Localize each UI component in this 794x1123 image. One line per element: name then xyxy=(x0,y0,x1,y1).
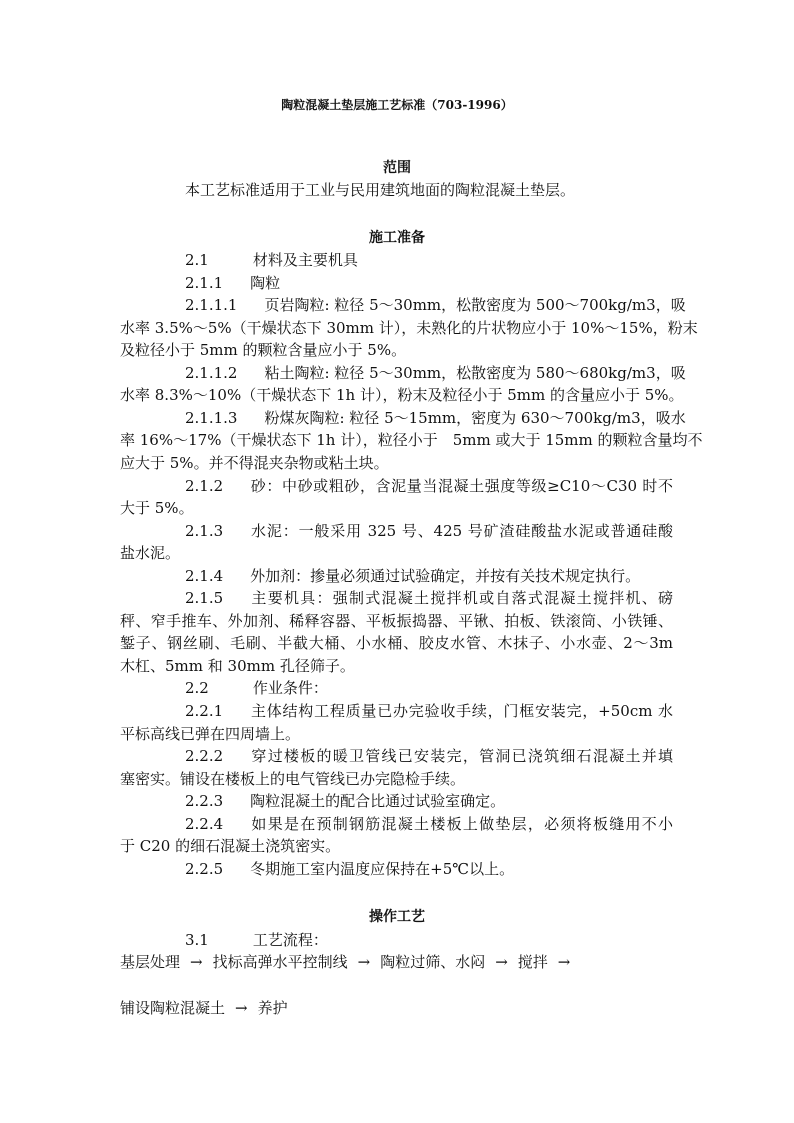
process-flow-line-1 xyxy=(120,951,673,973)
clause-text: 外加剂：掺量必须通过试验确定，并按有关技术规定执行。 xyxy=(250,566,641,585)
clause-text: 工艺流程： xyxy=(252,931,328,949)
clause-text: 作业条件： xyxy=(252,679,328,698)
clause-line xyxy=(120,384,684,406)
flow-step: 铺设陶粒混凝土 xyxy=(120,999,226,1017)
clause-text: 于 C20 的细石混凝土浇筑密实。 xyxy=(120,837,341,856)
clause-text: 主要机具：强制式混凝土搅拌机或自落式混凝土搅拌机、磅 xyxy=(250,589,673,608)
clause-text: 率 16%～17%（干燥状态下 1h 计），粒径小于 5mm 或大于 15mm 的颗粒含量均不 xyxy=(120,431,703,450)
clause-text: 陶粒 xyxy=(250,273,281,292)
clause-number: 2.1.1 xyxy=(185,273,224,292)
clause-number: 2.1.4 xyxy=(185,566,224,585)
clause-line xyxy=(120,542,673,564)
arrow-right-icon: → xyxy=(495,953,508,971)
clause-number: 2.1.1.3 xyxy=(185,408,238,427)
clause-text: 木杠、5mm 和 30mm 孔径筛子。 xyxy=(120,656,355,675)
arrow-right-icon: → xyxy=(235,999,248,1017)
clause-line xyxy=(120,339,673,361)
flow-step: 基层处理 xyxy=(120,953,181,971)
clause-text: 页岩陶粒: 粒径 5～30mm，松散密度为 500～700kg/m3，吸 xyxy=(264,296,686,315)
clause-text: 及粒径小于 5mm 的颗粒含量应小于 5%。 xyxy=(120,341,407,360)
clause-line xyxy=(185,790,673,812)
flow-step: 养护 xyxy=(257,999,288,1017)
clause-text: 盐水泥。 xyxy=(120,544,181,563)
clause-line xyxy=(120,317,698,339)
clause-text: 冬期施工室内温度应保持在+5℃以上。 xyxy=(250,859,515,878)
clause-number: 2.1.2 xyxy=(185,476,224,495)
clause-text: 材料及主要机具 xyxy=(252,251,358,269)
clause-line xyxy=(120,429,703,451)
clause-number: 2.1.1.1 xyxy=(185,296,238,315)
flow-step: 搅拌 xyxy=(517,953,548,971)
clause-text: 粉煤灰陶粒: 粒径 5～15mm，密度为 630～700kg/m3，吸水 xyxy=(264,408,686,427)
clause-text: 穿过楼板的暖卫管线已安装完，管洞已浇筑细石混凝土并填 xyxy=(250,747,673,766)
document-title: 陶粒混凝土垫层施工艺标准（703-1996） xyxy=(281,98,513,112)
clause-line xyxy=(120,835,673,857)
clause-number: 2.1.3 xyxy=(185,521,224,540)
arrow-right-icon: → xyxy=(190,953,203,971)
clause-line xyxy=(120,632,673,654)
clause-text: 主体结构工程质量已办完验收手续，门框安装完，+50cm 水 xyxy=(250,702,673,720)
clause-line xyxy=(185,813,673,835)
clause-number: 2.2.2 xyxy=(185,747,224,766)
clause-text: 陶粒混凝土的配合比通过试验室确定。 xyxy=(250,792,506,811)
clause-text: 水率 8.3%～10%（干燥状态下 1h 计），粉末及粒径小于 5mm 的含量应小于 5%。 xyxy=(120,386,684,405)
clause-number: 2.2.4 xyxy=(185,814,224,833)
clause-line xyxy=(120,723,673,745)
section-heading-operations: 操作工艺 xyxy=(369,909,425,925)
clause-number: 2.2.1 xyxy=(185,702,224,720)
clause-line xyxy=(120,497,673,519)
clause-text: 錾子、钢丝刷、毛刷、半截大桶、小水桶、胶皮水管、木抹子、小水壶、2～3m xyxy=(120,634,673,653)
clause-line xyxy=(185,249,673,271)
clause-text: 水泥：一般采用 325 号、425 号矿渣硅酸盐水泥或普通硅酸 xyxy=(250,521,673,540)
scope-body: 本工艺标准适用于工业与民用建筑地面的陶粒混凝土垫层。 xyxy=(185,181,576,199)
clause-line xyxy=(120,610,673,632)
clause-line xyxy=(185,520,673,542)
clause-line xyxy=(185,677,673,699)
clause-line xyxy=(120,655,673,677)
clause-line xyxy=(185,858,673,880)
clause-line xyxy=(185,407,686,429)
clause-text: 大于 5%。 xyxy=(120,499,194,518)
clause-text: 水率 3.5%～5%（干燥状态下 30mm 计），未熟化的片状物应小于 10%～15%，粉末 xyxy=(120,318,698,337)
clause-text: 塞密实。铺设在楼板上的电气管线已办完隐检手续。 xyxy=(120,769,466,788)
process-flow-line-2 xyxy=(120,997,673,1019)
flow-step: 找标高弹水平控制线 xyxy=(212,953,348,971)
clause-line xyxy=(120,768,673,790)
clause-text: 应大于 5%。并不得混夹杂物或粘土块。 xyxy=(120,453,389,472)
section-heading-scope: 范围 xyxy=(383,160,411,176)
clause-number: 2.1.1.2 xyxy=(185,363,238,382)
clause-line xyxy=(185,362,686,384)
clause-line xyxy=(185,294,686,316)
clause-line xyxy=(185,745,673,767)
clause-number: 2.2.3 xyxy=(185,792,224,811)
clause-line xyxy=(185,587,673,609)
clause-text: 砂：中砂或粗砂，含泥量当混凝土强度等级≥C10～C30 时不 xyxy=(250,476,673,495)
clause-line xyxy=(185,700,673,722)
clause-number: 2.2.5 xyxy=(185,859,224,878)
clause-text: 平标高线已弹在四周墙上。 xyxy=(120,724,301,743)
clause-text: 秤、窄手推车、外加剂、稀释容器、平板振捣器、平锹、拍板、铁滚筒、小铁锤、 xyxy=(120,611,673,630)
clause-number: 2.1 xyxy=(185,251,209,269)
clause-3-1 xyxy=(185,929,673,951)
clause-line xyxy=(185,475,673,497)
clause-text: 粘土陶粒: 粒径 5～30mm，松散密度为 580～680kg/m3，吸 xyxy=(264,363,686,382)
flow-step: 陶粒过筛、水闷 xyxy=(380,953,486,971)
clause-number: 2.1.5 xyxy=(185,589,224,608)
clause-line xyxy=(185,565,673,587)
clause-number: 2.2 xyxy=(185,679,209,698)
clause-line xyxy=(185,272,673,294)
arrow-right-icon: → xyxy=(357,953,371,971)
clause-text: 如果是在预制钢筋混凝土楼板上做垫层，必须将板缝用不小 xyxy=(250,814,673,833)
section-heading-preparation: 施工准备 xyxy=(369,230,425,246)
clause-number: 3.1 xyxy=(185,931,209,949)
arrow-right-icon: → xyxy=(557,953,571,971)
clause-line xyxy=(120,452,673,474)
